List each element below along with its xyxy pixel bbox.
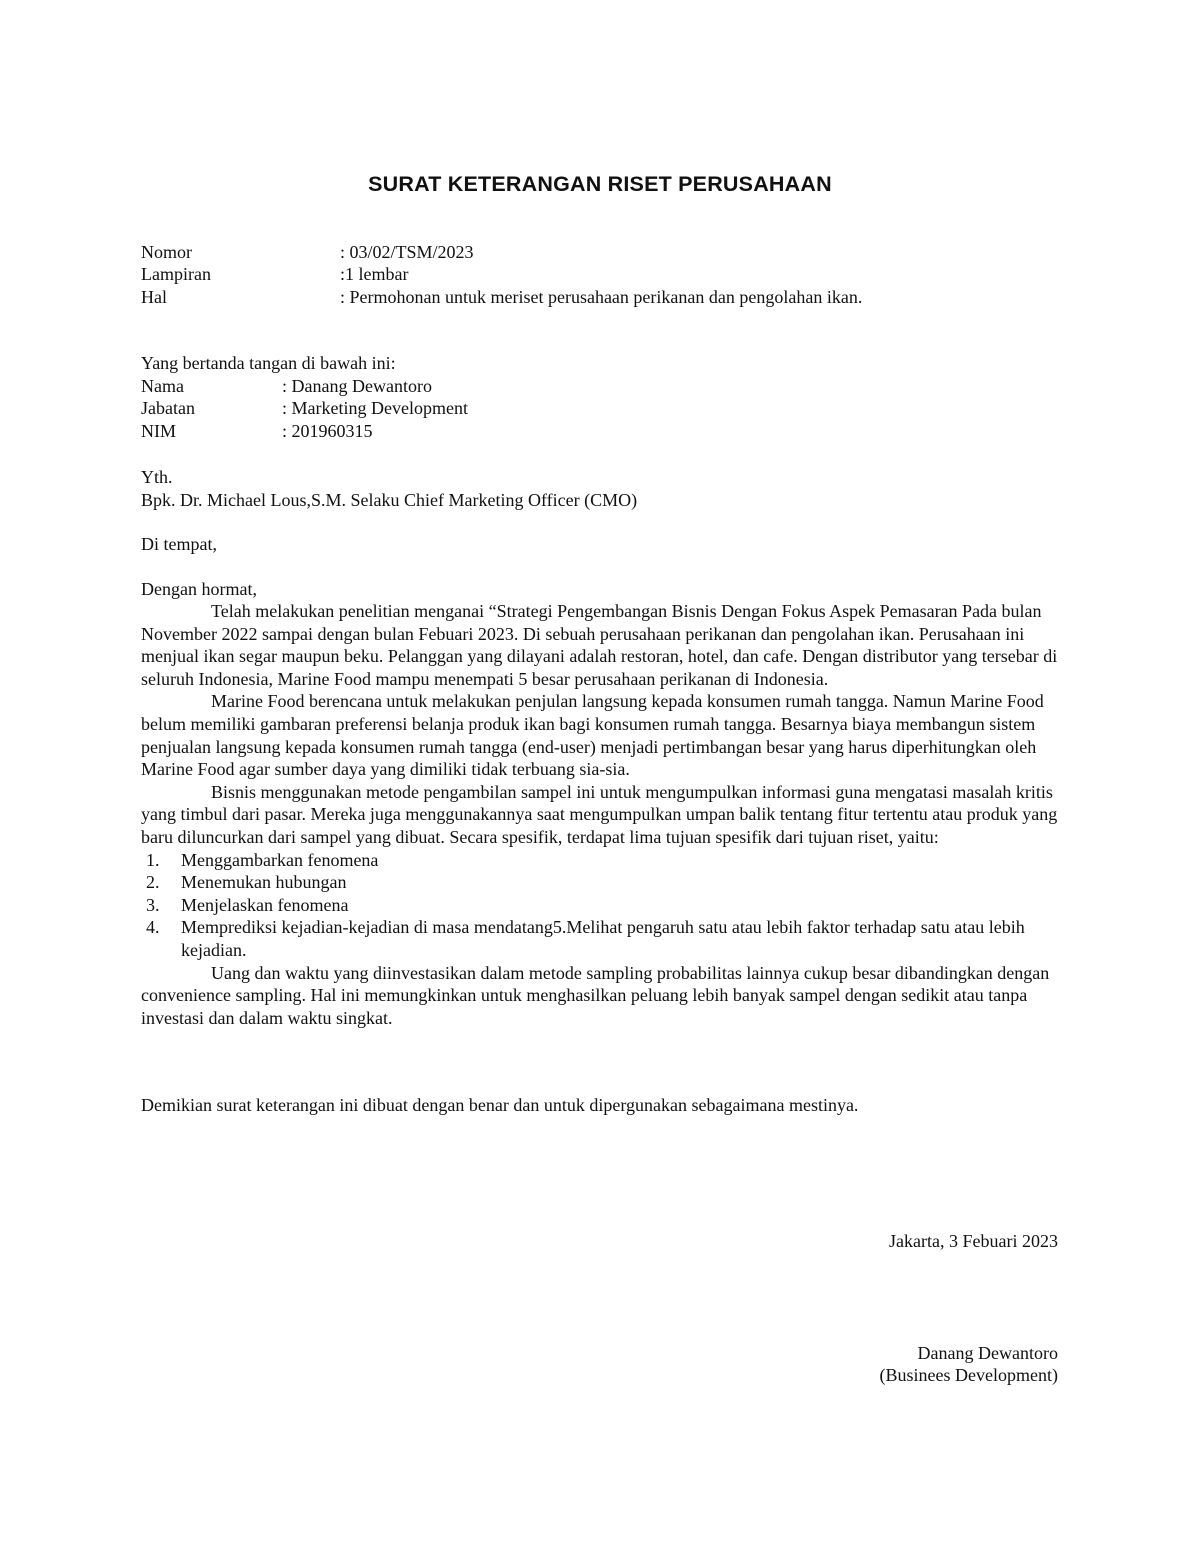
identity-row-jabatan <box>141 397 468 419</box>
identity-row-nama <box>141 375 468 397</box>
meta-row-nomor <box>141 241 862 263</box>
list-text: Menjelaskan fenomena <box>181 894 349 915</box>
list-item <box>141 849 1061 872</box>
letter-body <box>141 600 1061 1029</box>
signer-identity <box>141 375 468 442</box>
meta-row-hal <box>141 286 862 308</box>
list-item <box>141 894 1061 917</box>
list-text: Memprediksi kejadian-kejadian di masa mendatang5.Melihat pengaruh satu atau lebih faktor terhadap satu atau lebih kejadian. <box>181 917 1025 960</box>
letter-meta <box>141 241 862 308</box>
signer-role: (Businees Development) <box>879 1365 1058 1386</box>
list-number: 4. <box>146 917 160 938</box>
list-number: 3. <box>146 894 160 915</box>
list-number: 2. <box>146 872 160 893</box>
intro-line: Yang bertanda tangan di bawah ini: <box>141 353 396 373</box>
recipient-place: Di tempat, <box>141 534 217 554</box>
signature-block <box>880 1342 1058 1387</box>
body-paragraph-2: Marine Food berencana untuk melakukan penjulan langsung kepada konsumen rumah tangga. Namun Marine Food belum memiliki gambaran preferensi belanja produk ikan bagi konsumen rumah tangga. Besarnya biaya membangun sistem penjualan langsung kepada konsumen rumah tangga (end-user) menjadi pertimbangan besar yang harus diperhitungkan oleh Marine Food agar sumber daya yang dimiliki tidak terbuang sia-sia. <box>141 691 1044 780</box>
objectives-list <box>141 849 1061 962</box>
closing-line: Demikian surat keterangan ini dibuat dengan benar dan untuk dipergunakan sebagaimana mestinya. <box>141 1095 859 1115</box>
body-paragraph-3: Bisnis menggunakan metode pengambilan sampel ini untuk mengumpulkan informasi guna mengatasi masalah kritis yang timbul dari pasar. Mereka juga menggunakannya saat mengumpulkan umpan balik tentang fitur tertentu atau produk yang baru diluncurkan dari sampel yang dibuat. Secara spesifik, terdapat lima tujuan spesifik dari tujuan riset, yaitu: <box>141 781 1058 847</box>
meta-label: Nomor <box>141 242 192 262</box>
body-paragraph-4: Uang dan waktu yang diinvestasikan dalam metode sampling probabilitas lainnya cukup besar dibandingkan dengan convenience sampling. Hal ini memungkinkan untuk menghasilkan peluang lebih banyak sampel dengan sedikit atau tanpa investasi dan dalam waktu singkat. <box>141 962 1050 1028</box>
recipient-yth: Yth. <box>141 467 173 487</box>
letter-title: SURAT KETERANGAN RISET PERUSAHAAN <box>368 172 832 196</box>
place-date: Jakarta, 3 Febuari 2023 <box>889 1231 1058 1251</box>
recipient-name: Bpk. Dr. Michael Lous,S.M. Selaku Chief Marketing Officer (CMO) <box>141 490 638 510</box>
list-text: Menggambarkan fenomena <box>181 849 379 870</box>
meta-row-lampiran <box>141 263 862 285</box>
list-number: 1. <box>146 849 160 870</box>
identity-label: Jabatan <box>141 398 195 419</box>
salutation: Dengan hormat, <box>141 579 257 599</box>
meta-value: :1 lembar <box>340 264 409 285</box>
identity-label: Nama <box>141 376 184 396</box>
identity-label: NIM <box>141 420 176 441</box>
list-item <box>141 916 1061 961</box>
list-item <box>141 871 1061 894</box>
meta-label: Lampiran <box>141 264 211 285</box>
meta-label: Hal <box>141 286 167 307</box>
identity-value: : Danang Dewantoro <box>282 376 432 396</box>
list-text: Menemukan hubungan <box>181 872 347 893</box>
signer-name: Danang Dewantoro <box>917 1343 1058 1363</box>
meta-value: : 03/02/TSM/2023 <box>340 242 474 262</box>
identity-row-nim <box>141 420 468 442</box>
body-paragraph-1: Telah melakukan penelitian menganai “Strategi Pengembangan Bisnis Dengan Fokus Aspek Pemasaran Pada bulan November 2022 sampai dengan bulan Febuari 2023. Di sebuah perusahaan perikanan dan pengolahan ikan. Perusahaan ini menjual ikan segar maupun beku. Pelanggan yang dilayani adalah restoran, hotel, dan cafe. Dengan distributor yang tersebar di seluruh Indonesia, Marine Food mampu menempati 5 besar perusahaan perikanan di Indonesia. <box>141 601 1058 689</box>
identity-value: : Marketing Development <box>282 398 468 419</box>
identity-value: : 201960315 <box>282 420 373 441</box>
meta-value: : Permohonan untuk meriset perusahaan perikanan dan pengolahan ikan. <box>340 286 863 307</box>
